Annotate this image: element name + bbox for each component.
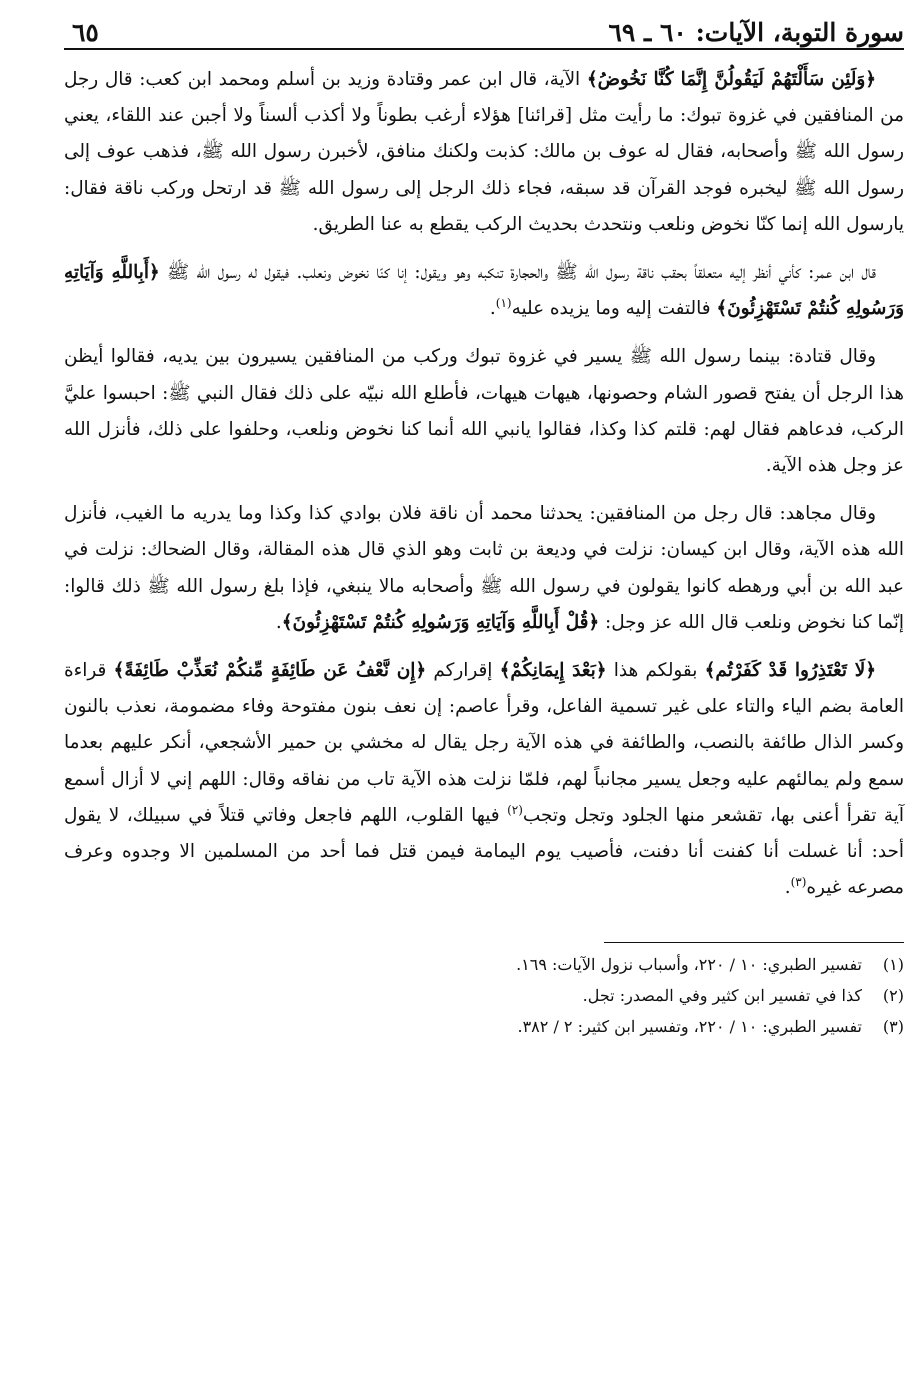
- footnote-number: (٢): [882, 986, 904, 1006]
- page-header: [64, 14, 904, 50]
- book-page: [64, 14, 904, 1364]
- text-run: .: [489, 298, 496, 320]
- footnote-number: (٣): [882, 1017, 904, 1037]
- footnote: [64, 949, 904, 980]
- text-run: .: [275, 611, 282, 633]
- paragraph: [64, 496, 904, 641]
- footnote: [64, 980, 904, 1011]
- footnote-ref: (٢): [507, 802, 523, 817]
- quran-quote: ﴿لَا تَعْتَذِرُوا قَدْ كَفَرْتُم﴾: [704, 660, 876, 682]
- paragraph: [64, 62, 904, 243]
- text-run: إقراركم: [426, 660, 500, 682]
- quran-quote: ﴿وَلَئِن سَأَلْتَهُمْ لَيَقُولُنَّ إِنَّمَا كُنَّا نَخُوضُ﴾: [586, 69, 877, 90]
- quran-quote: ﴿أَبِاللَّهِ وَآيَاتِهِ وَرَسُولِهِ كُنتُمْ تَسْتَهْزِئُونَ﴾: [64, 262, 904, 320]
- footnote-text: تفسير الطبري: ١٠ / ٢٢٠، وأسباب نزول الآيات: ١٦٩.: [516, 955, 862, 975]
- text-run: قال ابن عمر: كأني أنظر إليه متعلقاً بحقب ناقة رسول الله ﷺ والحجارة تنكبه وهو ويقول: إنا كنّا نخوض ونعلب. فيقول له رسول الله ﷺ: [159, 262, 876, 284]
- text-run: فالتفت إليه وما يزيده عليه: [511, 298, 717, 320]
- page-number: ٦٥: [72, 18, 99, 47]
- text-run: بقولكم هذا: [606, 660, 705, 682]
- footnote-ref: (١): [495, 296, 512, 311]
- text-run: فيها القلوب، اللهم فاجعل وفاتي قتلاً في سبيلك، لا يقول أحد: أنا غسلت أنا كفنت أنا دفنت، فأصيب يوم اليمامة فيمن قتل فما أحد من المسلمين الا وجدوه وعرف مصرعه غيره: [64, 804, 904, 899]
- text-run: وقال مجاهد: قال رجل من المنافقين: يحدثنا محمد أن ناقة فلان بوادي كذا وكذا وما يدريه ما الغيب، فأنزل الله هذه الآية، وقال ابن كيسان: نزلت في وديعة بن ثابت وهو الذي قال هذه المقالة، وقال الضحاك: نزلت في عبد الله بن أبي ورهطه كانوا يقولون في رسول الله ﷺ وأصحابه مالا ينبغي، فإذا بلغ رسول الله ﷺ ذلك قالوا: إنّما كنا نخوض ونلعب قال الله عز وجل:: [64, 503, 904, 633]
- footnotes: [64, 949, 904, 1042]
- quran-quote: ﴿بَعْدَ إِيمَانِكُمْ﴾: [499, 660, 607, 682]
- footnote-ref: (٣): [790, 875, 807, 890]
- footnote-text: تفسير الطبري: ١٠ / ٢٢٠، وتفسير ابن كثير: ٢ / ٣٨٢.: [517, 1017, 862, 1037]
- main-text: [64, 62, 904, 906]
- running-head: سورة التوبة، الآيات: ٦٠ ـ ٦٩: [608, 18, 904, 47]
- text-run: .: [784, 877, 791, 899]
- text-run: الآية، قال ابن عمر وقتادة وزيد بن أسلم ومحمد ابن كعب: قال رجل من المنافقين في غزوة تبوك: ما رأيت مثل [قرائنا] هؤلاء أرغب بطوناً ولا أكذب ألسناً ولا أجبن عند اللقاء، يعني رسول الله ﷺ وأصحابه، فقال له عوف بن مالك: كذبت ولكنك منافق، لأخبرن رسول الله ﷺ، فذهب عوف إلى رسول الله ﷺ ليخبره فوجد القرآن قد سبقه، فجاء ذلك الرجل إلى رسول الله ﷺ قد ارتحل وركب ناقة فقال: يارسول الله إنما كنّا نخوض ونلعب ونتحدث بحديث الركب يقطع به عنا الطريق.: [64, 69, 904, 235]
- text-run: وقال قتادة: بينما رسول الله ﷺ يسير في غزوة تبوك وركب من المنافقين يسيرون بين يديه، فقالوا أيظن هذا الرجل أن يفتح قصور الشام وحصونها، هيهات هيهات، فأطلع الله نبيّه على ذلك فقال النبي ﷺ: احبسوا عليَّ الركب، فدعاهم فقال لهم: قلتم كذا وكذا، فقالوا يانبي الله أنما كنا نخوض ونلعب، وحلفوا على ذلك، فأنزل الله عز وجل هذه الآية.: [64, 346, 904, 477]
- quran-quote: ﴿إِن نَّعْفُ عَن طَائِفَةٍ مِّنكُمْ نُعَذِّبْ طَائِفَةً﴾: [113, 660, 427, 682]
- footnote-text: كذا في تفسير ابن كثير وفي المصدر: تجل.: [582, 986, 862, 1006]
- footnote-number: (١): [882, 955, 904, 975]
- paragraph: [64, 339, 904, 484]
- footnote-divider: [604, 942, 904, 943]
- paragraph: [64, 255, 904, 327]
- footnote: [64, 1011, 904, 1042]
- quran-quote: ﴿قُلْ أَبِاللَّهِ وَآيَاتِهِ وَرَسُولِهِ كُنتُمْ تَسْتَهْزِئُونَ﴾: [281, 611, 600, 633]
- paragraph: [64, 653, 904, 906]
- text-run: قراءة العامة بضم الياء والتاء على غير تسمية الفاعل، وقرأ عاصم: إن نعف بنون مفتوحة وفاء مضمومة، نعذب بالنون وكسر الذال طائفة بالنصب، والطائفة في هذه الآية رجل يقال له مخشي بن حمير الأشجعي، أنكر عليهم بعدما سمع ولم يمالئهم عليه وجعل يسير مجانباً لهم، فلمّا نزلت هذه الآية تاب من نفاقه وقال: اللهم إني لا أزال أسمع آية تقرأ أعنى بها، تقشعر منها الجلود وتجل وتجب: [64, 660, 904, 826]
